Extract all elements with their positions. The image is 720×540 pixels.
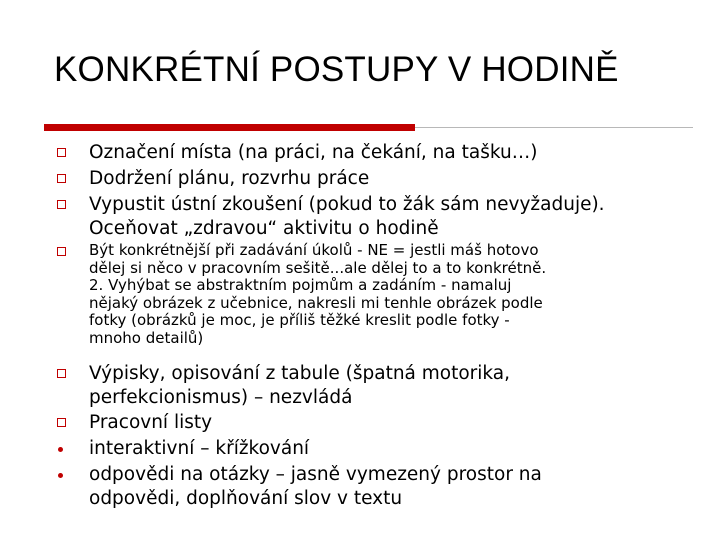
item-line: odpovědi, doplňování slov v textu	[89, 488, 403, 509]
square-bullet-icon	[57, 200, 66, 209]
dot-bullet-icon	[58, 447, 63, 452]
item-line: dělej si něco v pracovním sešitě...ale dělej to a to konkrétně.	[89, 258, 547, 277]
item-line: nějaký obrázek z učebnice, nakresli mi tenhle obrázek podle	[89, 293, 543, 312]
item-line: fotky (obrázků je moc, je příliš těžké kreslit podle fotky -	[89, 311, 510, 330]
item-line: Označení místa (na práci, na čekání, na tašku…)	[89, 142, 538, 163]
item-line: 2. Vyhýbat se abstraktním pojmům a zadáním - namaluj	[89, 276, 512, 295]
item-line: interaktivní – křížkování	[89, 438, 310, 459]
item-line: Oceňovat „zdravou“ aktivitu o hodině	[89, 218, 439, 239]
square-bullet-icon	[57, 247, 66, 256]
square-bullet-icon	[57, 418, 66, 427]
item-line: Vypustit ústní zkoušení (pokud to žák sám nevyžaduje).	[89, 194, 605, 215]
dot-bullet-icon	[58, 473, 63, 478]
item-line: mnoho detailů)	[89, 328, 204, 347]
item-line: Být konkrétnější při zadávání úkolů - NE = jestli máš hotovo	[89, 241, 539, 259]
item-line: perfekcionismus) – nezvládá	[89, 387, 353, 408]
item-line: Výpisky, opisování z tabule (špatná motorika,	[89, 363, 511, 384]
item-line: Pracovní listy	[89, 412, 213, 433]
square-bullet-icon	[57, 369, 66, 378]
square-bullet-icon	[57, 174, 66, 183]
square-bullet-icon	[57, 148, 66, 157]
item-line: Dodržení plánu, rozvrhu práce	[89, 168, 370, 189]
item-line: odpovědi na otázky – jasně vymezený prostor na	[89, 464, 542, 485]
slide-title: KONKRÉTNÍ POSTUPY V HODINĚ	[54, 50, 619, 89]
